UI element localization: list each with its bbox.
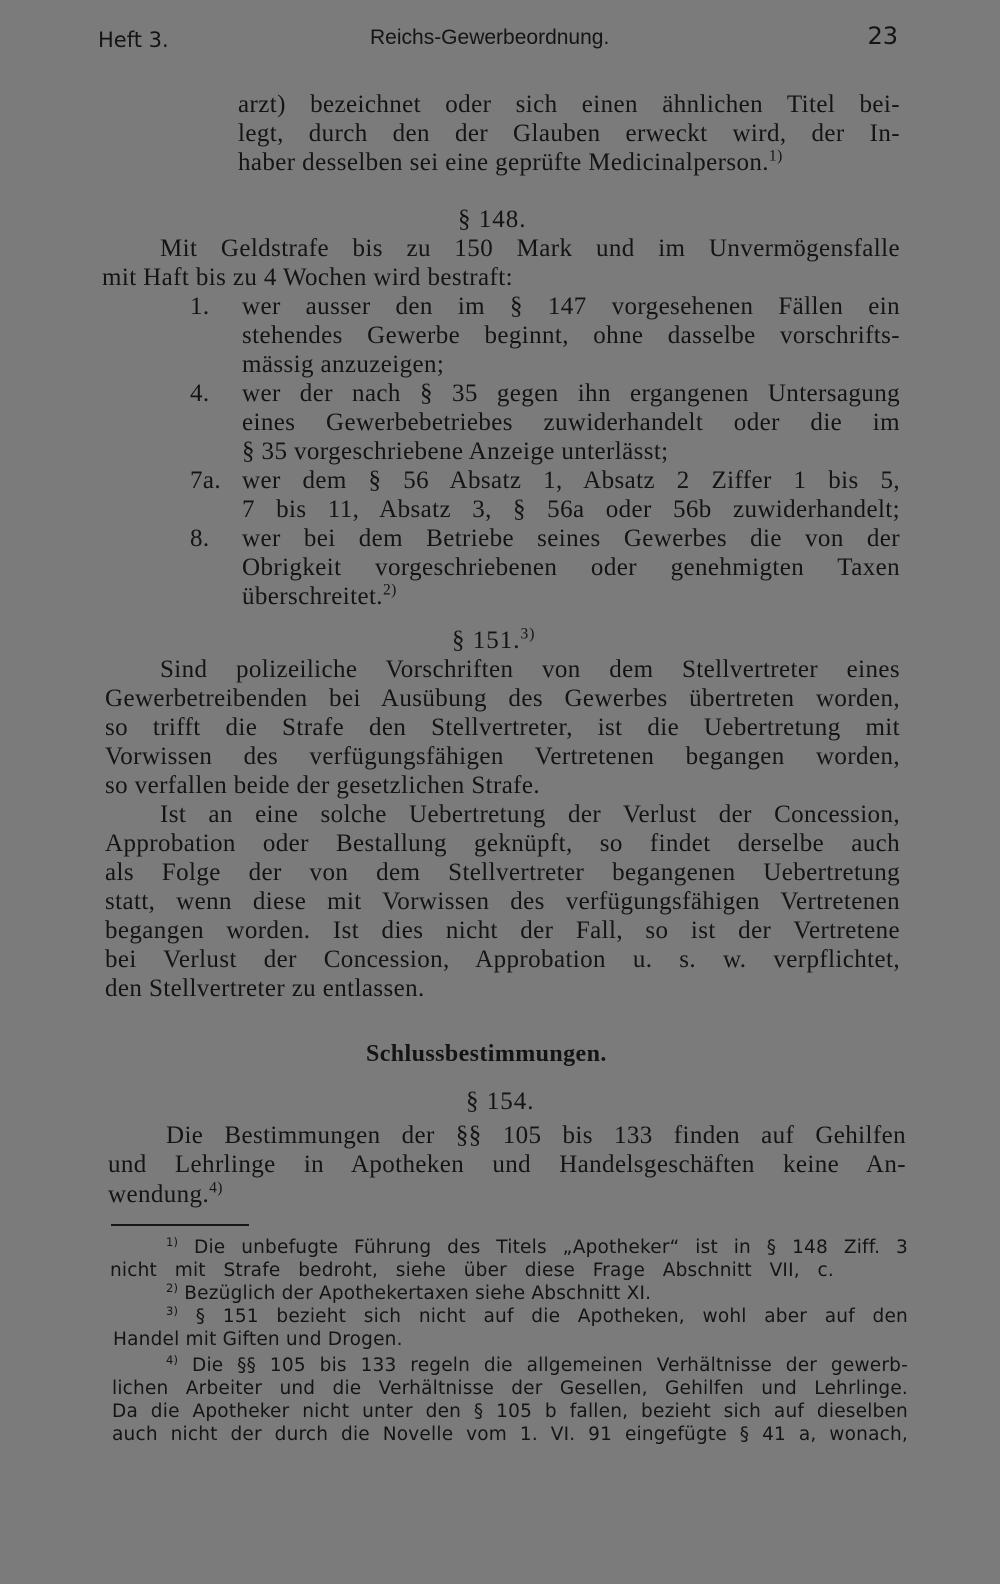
- text-line: 7 bis 11, Absatz 3, § 56a oder 56b zuwiderhandelt;: [242, 496, 900, 523]
- footnote-divider: [111, 1224, 249, 1226]
- text-line: mit Haft bis zu 4 Wochen wird bestraft:: [102, 264, 513, 291]
- text-line: Vorwissen des verfügungsfähigen Vertretenen begangen worden,: [105, 743, 900, 770]
- running-title: Reichs-Gewerbeordnung.: [370, 26, 610, 49]
- text-line: Sind polizeiliche Vorschriften von dem Stellvertreter eines: [160, 656, 900, 683]
- section-151-title: [452, 626, 535, 655]
- text-line: so verfallen beide der gesetzlichen Strafe.: [105, 772, 541, 799]
- text-line: [108, 1180, 223, 1209]
- text-span: wendung.: [108, 1181, 210, 1208]
- text-line: Approbation oder Bestallung geknüpft, so findet derselbe auch: [105, 830, 900, 857]
- text-line: mässig anzuzeigen;: [242, 351, 445, 378]
- footnote-line: lichen Arbeiter und die Verhältnisse der Gesellen, Gehilfen und Lehrlinge.: [112, 1378, 908, 1399]
- footnote-text: Die unbefugte Führung des Titels „Apotheker“ ist in § 148 Ziff. 3: [194, 1237, 908, 1258]
- text-line: den Stellvertreter zu entlassen.: [105, 975, 425, 1002]
- footnote-marker: 4): [166, 1352, 179, 1367]
- running-header: [98, 22, 898, 58]
- footnote-marker: 3): [166, 1303, 179, 1318]
- text-line: legt, durch den der Glauben erweckt wird, der In-: [238, 120, 900, 147]
- footnote-line: Da die Apotheker nicht unter den § 105 b fallen, bezieht sich auf dieselben: [112, 1401, 908, 1422]
- text-line: Ist an eine solche Uebertretung der Verlust der Concession,: [160, 801, 900, 828]
- item-number: 4.: [190, 380, 210, 407]
- text-line: begangen worden. Ist dies nicht der Fall, so ist der Vertretene: [105, 917, 900, 944]
- text-line: bei Verlust der Concession, Approbation u. s. w. verpflichtet,: [105, 946, 900, 973]
- footnote-text: § 151 bezieht sich nicht auf die Apotheken, wohl aber auf den: [195, 1306, 908, 1327]
- item-number: 1.: [190, 293, 210, 320]
- footnote-text: Die §§ 105 bis 133 regeln die allgemeinen Verhältnisse der gewerb-: [192, 1355, 908, 1376]
- footnote-line: [166, 1236, 908, 1259]
- text-line: arzt) bezeichnet oder sich einen ähnlichen Titel bei-: [238, 91, 900, 118]
- footnote-ref: 1): [768, 147, 783, 165]
- text-line: stehendes Gewerbe beginnt, ohne dasselbe vorschrifts-: [242, 322, 900, 349]
- section-154-title: § 154.: [466, 1088, 535, 1115]
- footnote-line: [166, 1305, 908, 1328]
- text-line: Obrigkeit vorgeschriebenen oder genehmigten Taxen: [242, 554, 900, 581]
- text-line: § 35 vorgeschriebene Anzeige unterlässt;: [242, 438, 669, 465]
- section-title-text: § 151.: [452, 627, 521, 654]
- footnote-line: auch nicht der durch die Novelle vom 1. VI. 91 eingefügte § 41 a, wonach,: [112, 1424, 908, 1445]
- footnote-ref: 2): [382, 581, 397, 599]
- text-line: statt, wenn diese mit Vorwissen des verfügungsfähigen Vertretenen: [105, 888, 900, 915]
- section-148-title: § 148.: [458, 206, 527, 233]
- issue-label: Heft 3.: [98, 28, 169, 52]
- text-line: [238, 148, 783, 177]
- text-span: haber desselben sei eine geprüfte Medicinalperson.: [238, 149, 769, 176]
- footnote-line: [166, 1282, 651, 1305]
- text-line: und Lehrlinge in Apotheken und Handelsgeschäften keine An-: [108, 1151, 906, 1178]
- footnote-line: Handel mit Giften und Drogen.: [113, 1329, 403, 1350]
- page-number: 23: [867, 22, 898, 50]
- item-number: 8.: [190, 525, 210, 552]
- footnote-ref: 3): [520, 625, 536, 643]
- text-line: Gewerbetreibenden bei Ausübung des Gewerbes übertreten worden,: [105, 685, 900, 712]
- footnote-line: [166, 1354, 908, 1377]
- text-line: als Folge der von dem Stellvertreter begangenen Uebertretung: [105, 859, 900, 886]
- footnote-ref: 4): [209, 1179, 223, 1197]
- text-line: wer der nach § 35 gegen ihn ergangenen Untersagung: [242, 380, 900, 407]
- text-line: Mit Geldstrafe bis zu 150 Mark und im Unvermögensfalle: [160, 235, 900, 262]
- footnote-marker: 1): [166, 1234, 179, 1249]
- section-heading: Schlussbestimmungen.: [366, 1041, 607, 1067]
- footnote-text: Bezüglich der Apothekertaxen siehe Abschnitt XI.: [184, 1283, 652, 1304]
- text-line: wer dem § 56 Absatz 1, Absatz 2 Ziffer 1 bis 5,: [242, 467, 900, 494]
- text-line: eines Gewerbebetriebes zuwiderhandelt oder die im: [242, 409, 900, 436]
- footnote-marker: 2): [166, 1280, 179, 1295]
- footnote-line: nicht mit Strafe bedroht, siehe über diese Frage Abschnitt VII, c.: [110, 1260, 834, 1281]
- item-number: 7a.: [190, 467, 222, 494]
- text-line: so trifft die Strafe den Stellvertreter, ist die Uebertretung mit: [105, 714, 900, 741]
- text-line: Die Bestimmungen der §§ 105 bis 133 finden auf Gehilfen: [166, 1122, 906, 1149]
- text-line: [242, 582, 397, 611]
- text-line: wer bei dem Betriebe seines Gewerbes die von der: [242, 525, 900, 552]
- text-span: überschreitet.: [242, 583, 383, 610]
- text-line: wer ausser den im § 147 vorgesehenen Fällen ein: [242, 293, 900, 320]
